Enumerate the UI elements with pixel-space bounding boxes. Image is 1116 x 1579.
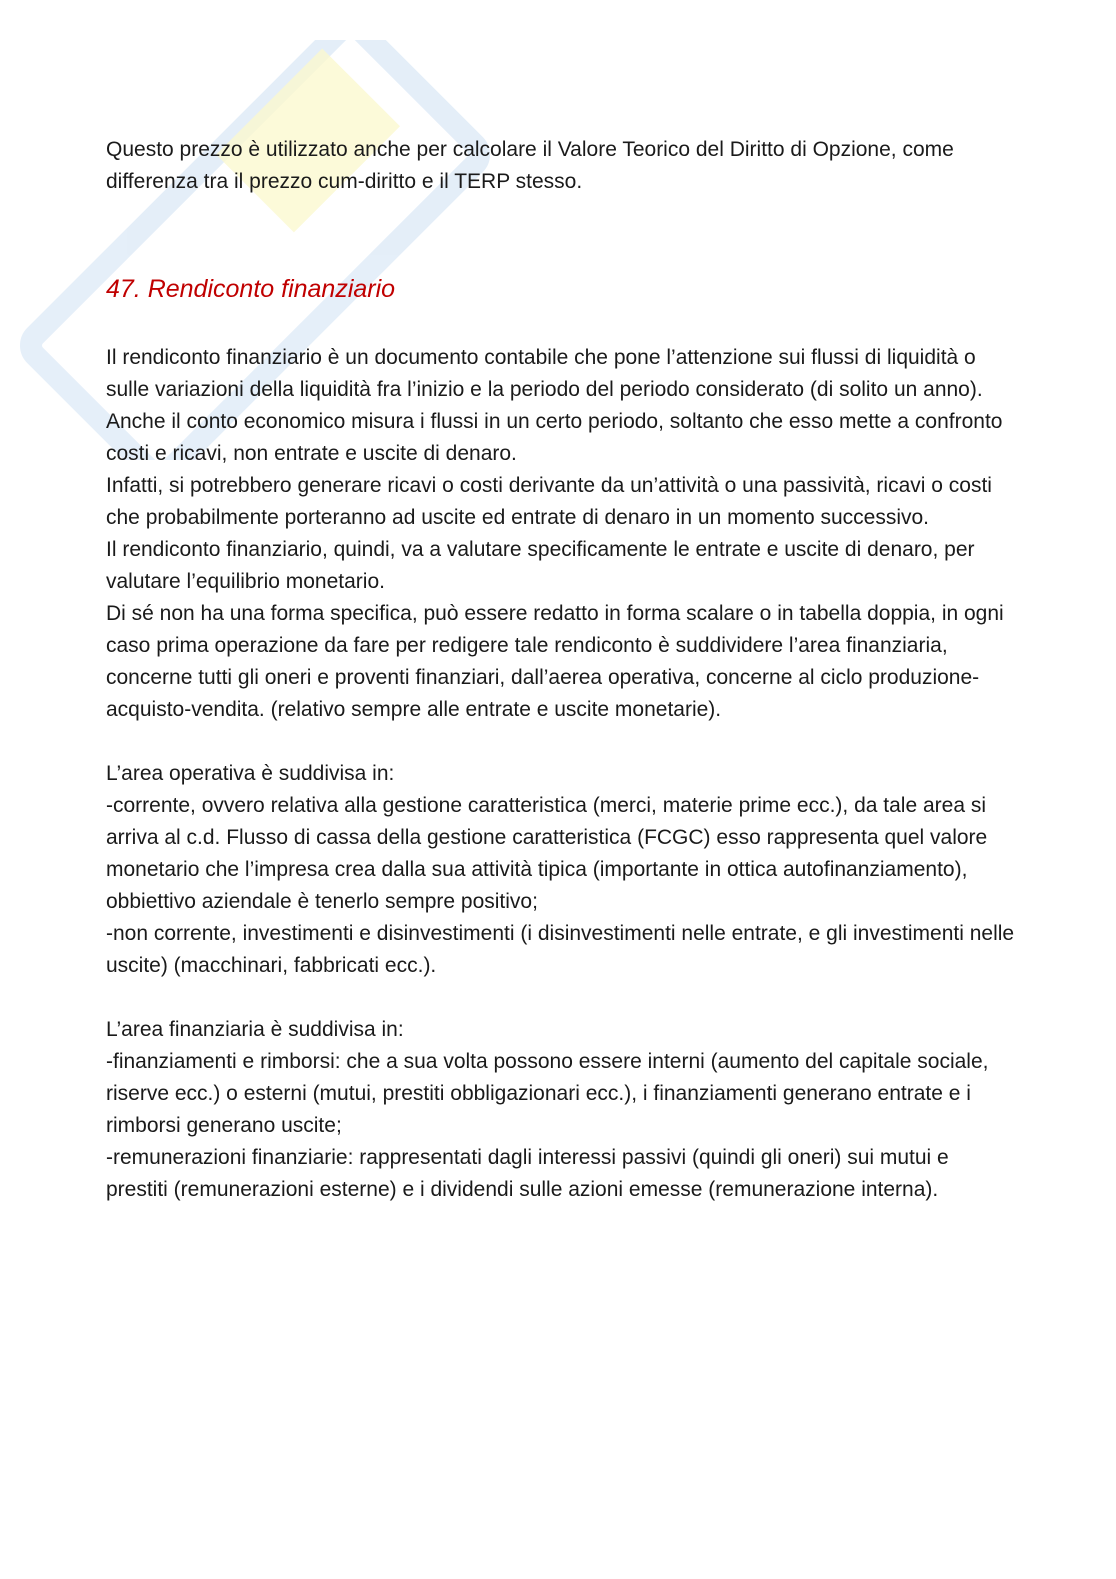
paragraph-quindi: Il rendiconto finanziario, quindi, va a valutare specificamente le entrate e uscite di denaro, per valutare l’equilibrio monetario. (106, 538, 975, 593)
paragraph-definition: Il rendiconto finanziario è un documento contabile che pone l’attenzione sui flussi di liquidità o sulle variazioni della liquidità fra l’inizio e la periodo del periodo considerato (di solito un anno). (106, 346, 983, 401)
operativa-title: L’area operativa è suddivisa in: (106, 762, 395, 785)
operativa-item-corrente: -corrente, ovvero relativa alla gestione caratteristica (merci, materie prime ecc.), da tale area si arriva al c.d. Flusso di cassa della gestione caratteristica (FCGC) esso rappresenta quel valore monetario che l’impresa crea dalla sua attività tipica (importante in ottica autofinanziamento), obbiettivo aziendale è tenerlo sempre positivo; (106, 794, 988, 913)
spacer (106, 726, 1016, 758)
spacer (106, 982, 1016, 1014)
section-heading: 47. Rendiconto finanziario (106, 275, 396, 303)
paragraph-forma: Di sé non ha una forma specifica, può essere redatto in forma scalare o in tabella doppia, in ogni caso prima operazione da fare per redigere tale rendiconto è suddividere l’area finanziaria, concerne tutti gli oneri e proventi finanziari, dall’aerea operativa, concerne al ciclo produzione-acquisto-vendita. (relativo sempre alle entrate e uscite monetarie). (106, 602, 1004, 721)
finanziaria-title: L’area finanziaria è suddivisa in: (106, 1018, 404, 1041)
paragraph-conto-economico: Anche il conto economico misura i flussi in un certo periodo, soltanto che esso mette a confronto costi e ricavi, non entrate e uscite di denaro. (106, 410, 1003, 465)
paragraph-infatti: Infatti, si potrebbero generare ricavi o costi derivante da un’attività o una passività, ricavi o costi che probabilmente porteranno ad uscite ed entrate di denaro in un momento successivo. (106, 474, 992, 529)
finanziaria-item-remunerazioni: -remunerazioni finanziarie: rappresentati dagli interessi passivi (quindi gli oneri) sui mutui e prestiti (remunerazioni esterne) e i dividendi sulle azioni emesse (remunerazione interna). (106, 1146, 949, 1201)
intro-paragraph: Questo prezzo è utilizzato anche per calcolare il Valore Teorico del Diritto di Opzione, come differenza tra il prezzo cum-diritto e il TERP stesso. (106, 138, 954, 193)
operativa-item-non-corrente: -non corrente, investimenti e disinvestimenti (i disinvestimenti nelle entrate, e gli investimenti nelle uscite) (macchinari, fabbricati ecc.). (106, 922, 1015, 977)
document-body (106, 134, 1016, 1206)
finanziaria-item-finanziamenti: -finanziamenti e rimborsi: che a sua volta possono essere interni (aumento del capitale sociale, riserve ecc.) o esterni (mutui, prestiti obbligazionari ecc.), i finanziamenti generano entrate e i rimborsi generano uscite; (106, 1050, 989, 1137)
